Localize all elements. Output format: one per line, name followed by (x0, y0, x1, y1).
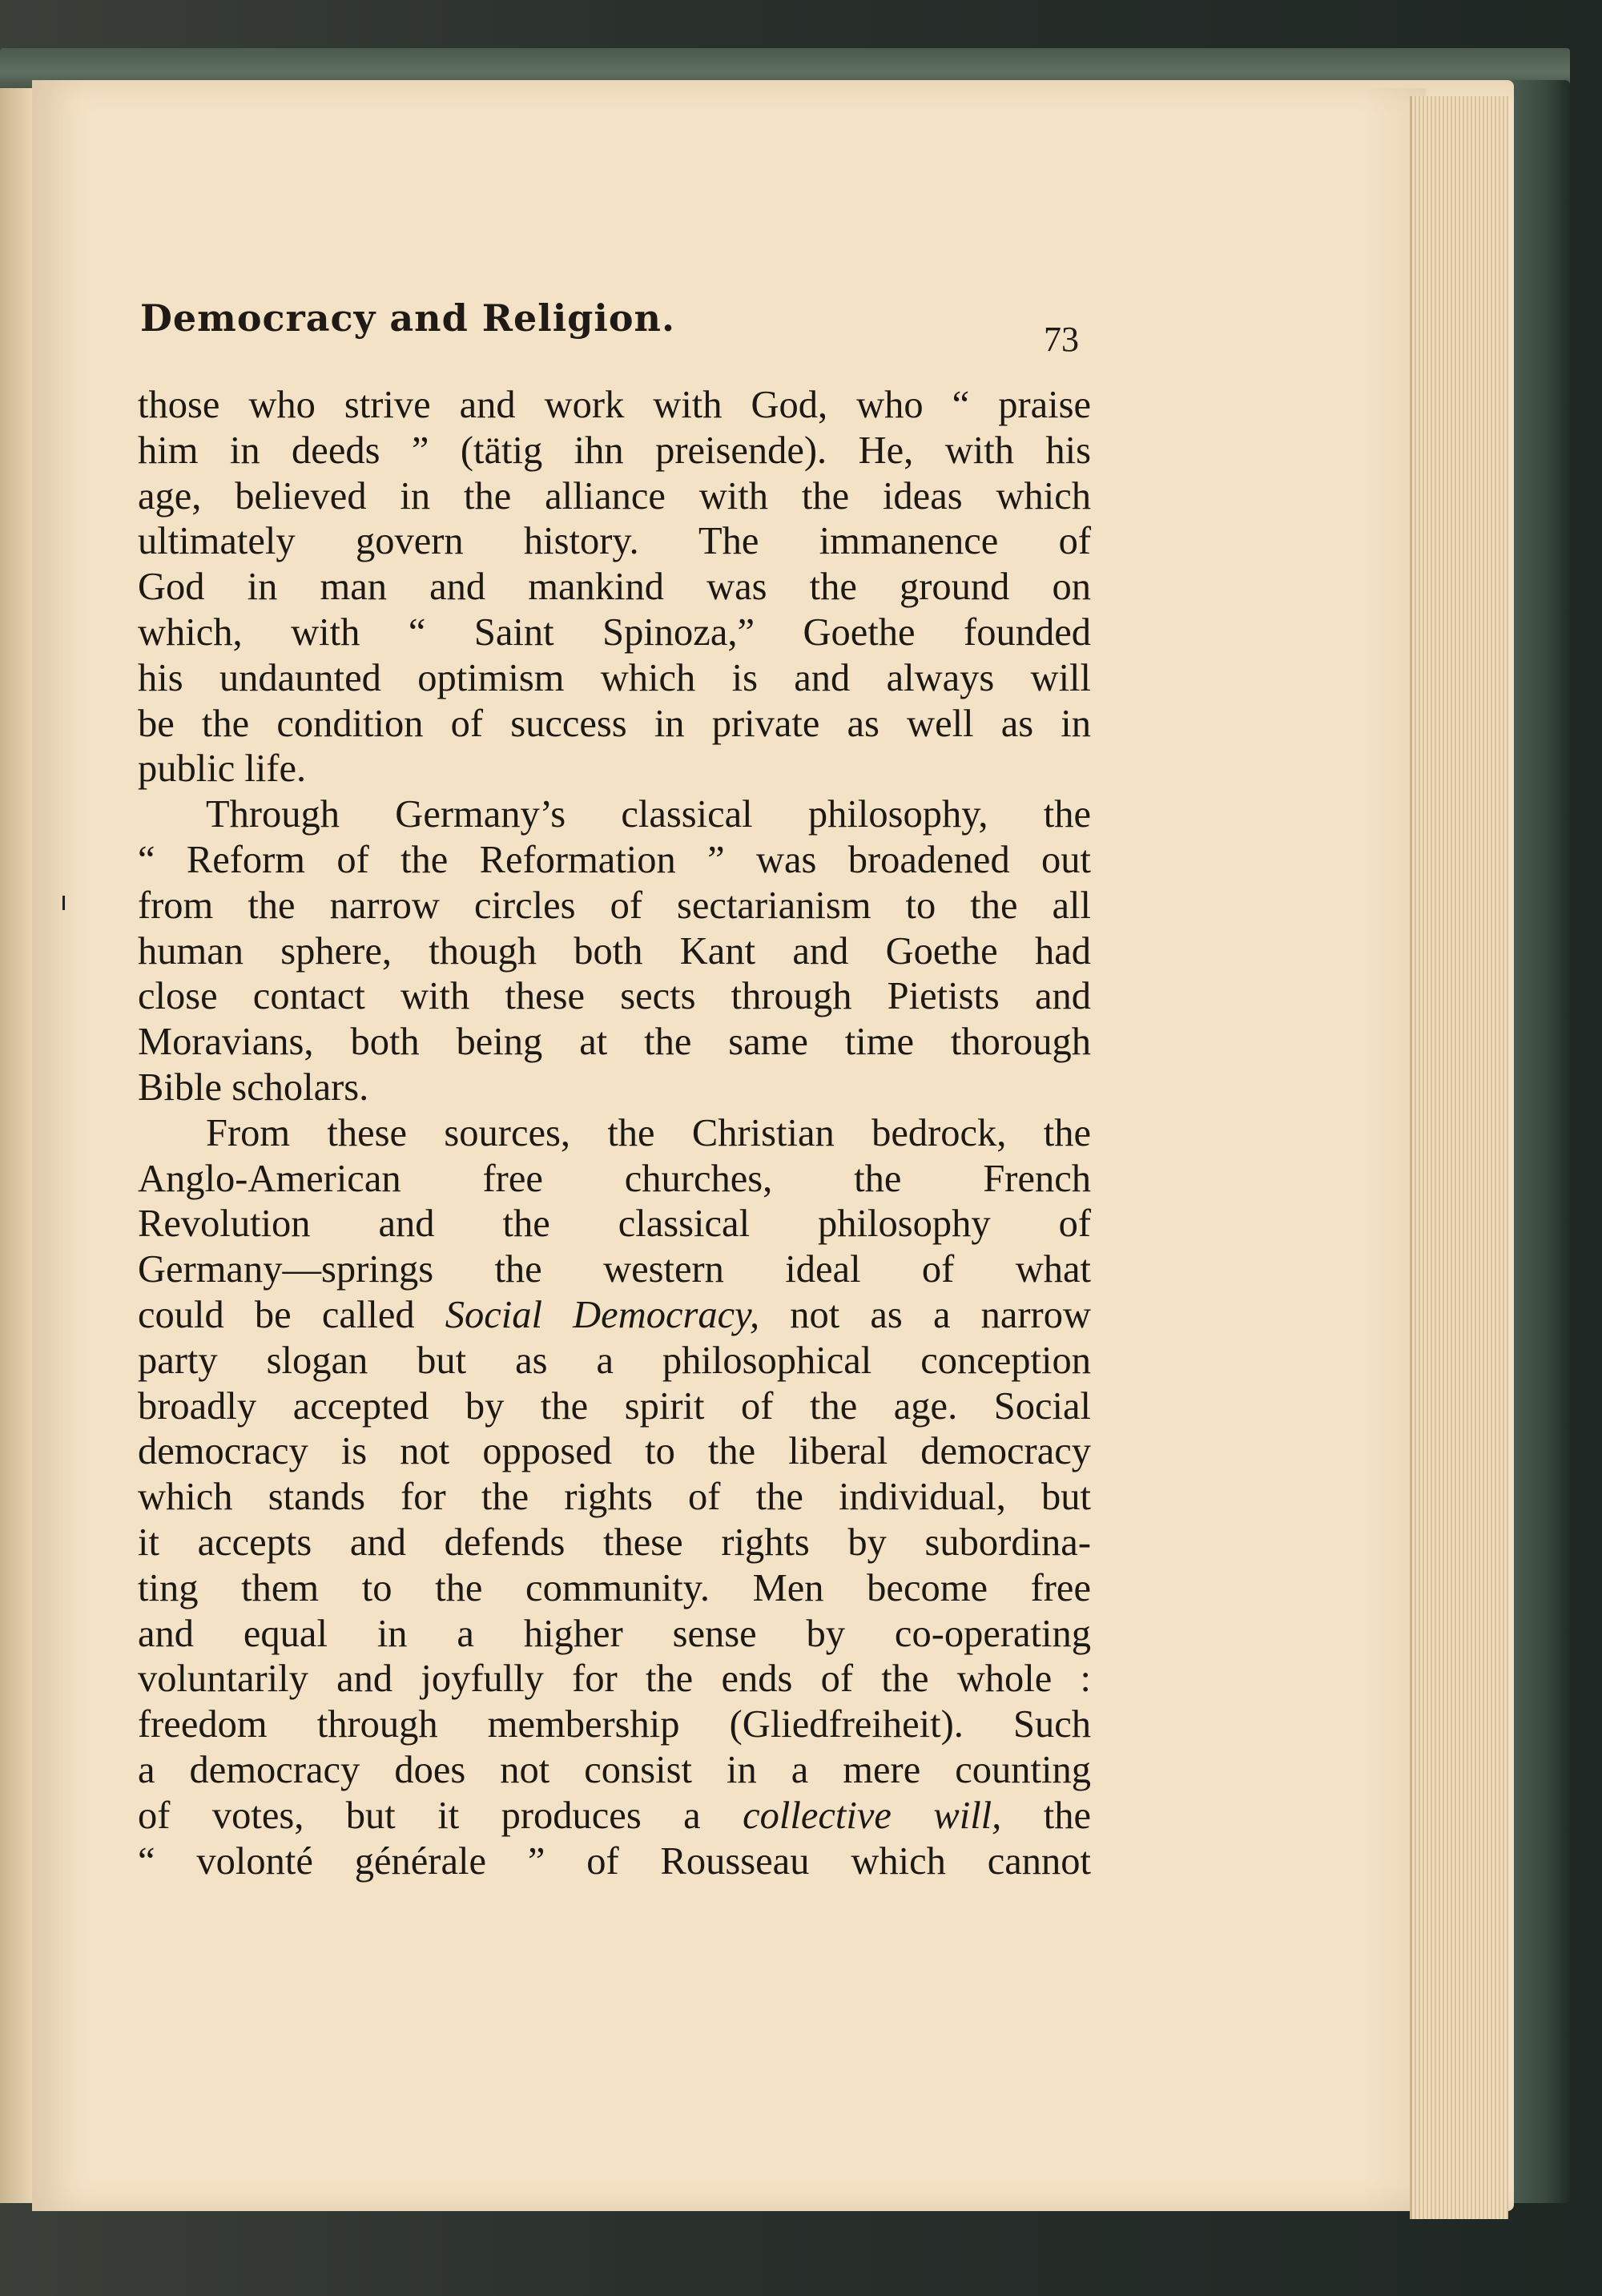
text-line: democracy is not opposed to the liberal democracy (138, 1430, 1091, 1473)
text-line-mixed (138, 1794, 1091, 1839)
text-line: God in man and mankind was the ground on (138, 566, 1091, 609)
text-line: From these sources, the Christian bedrock, the (206, 1111, 1091, 1154)
text-line: age, believed in the alliance with the ideas which (138, 474, 1091, 518)
text-segment: the (1001, 1794, 1091, 1837)
body-text (138, 383, 1091, 1884)
text-line: and equal in a higher sense by co-operating (138, 1612, 1091, 1655)
text-line: Revolution and the classical philosophy of (138, 1202, 1091, 1246)
page-header (140, 296, 1101, 361)
text-line: close contact with these sects through Pietists and (138, 975, 1091, 1018)
text-line: Bible scholars. (138, 1065, 369, 1109)
text-line: “ volonté générale ” of Rousseau which cannot (138, 1839, 1091, 1883)
text-segment: not as a narrow (759, 1293, 1091, 1336)
text-line: ultimately govern history. The immanence of (138, 520, 1091, 563)
text-line: ting them to the community. Men become free (138, 1566, 1091, 1609)
text-line: “ Reform of the Reformation ” was broadened out (138, 838, 1091, 881)
page-edges (1410, 96, 1508, 2219)
text-line: party slogan but as a philosophical conception (138, 1339, 1091, 1382)
text-line-mixed (138, 1293, 1091, 1339)
text-line: from the narrow circles of sectarianism to the all (138, 884, 1091, 927)
running-head: Democracy and Religion. (140, 296, 675, 340)
italic-term: collective will, (743, 1794, 1002, 1837)
text-line: public life. (138, 747, 307, 791)
text-line: him in deeds ” (tätig ihn preisende). He, with his (138, 429, 1091, 472)
text-line: Moravians, both being at the same time thorough (138, 1021, 1091, 1064)
text-line: Through Germany’s classical philosophy, the (206, 793, 1091, 836)
text-line: human sphere, though both Kant and Goethe had (138, 929, 1091, 973)
text-line: his undaunted optimism which is and always will (138, 656, 1091, 699)
text-line: Anglo-American free churches, the French (138, 1157, 1091, 1200)
text-line: Germany—springs the western ideal of what (138, 1248, 1091, 1291)
text-line: it accepts and defends these rights by subordina- (138, 1521, 1091, 1564)
cloth-cover-right (1506, 80, 1570, 2203)
text-segment: could be called (138, 1293, 445, 1336)
text-line: voluntarily and joyfully for the ends of the whole : (138, 1658, 1091, 1701)
text-line: which, with “ Saint Spinoza,” Goethe founded (138, 610, 1091, 654)
text-line: those who strive and work with God, who “ praise (138, 384, 1091, 426)
text-line: freedom through membership (Gliedfreiheit). Such (138, 1703, 1091, 1746)
margin-mark (62, 896, 65, 910)
text-line: be the condition of success in private as well as in (138, 702, 1091, 745)
text-segment: of votes, but it produces a (138, 1794, 743, 1837)
text-line: a democracy does not consist in a mere counting (138, 1748, 1091, 1791)
text-line: broadly accepted by the spirit of the age. Social (138, 1384, 1091, 1428)
page-number: 73 (1044, 320, 1079, 359)
text-line: which stands for the rights of the individual, but (138, 1476, 1091, 1519)
italic-term: Social Democracy, (445, 1293, 760, 1336)
